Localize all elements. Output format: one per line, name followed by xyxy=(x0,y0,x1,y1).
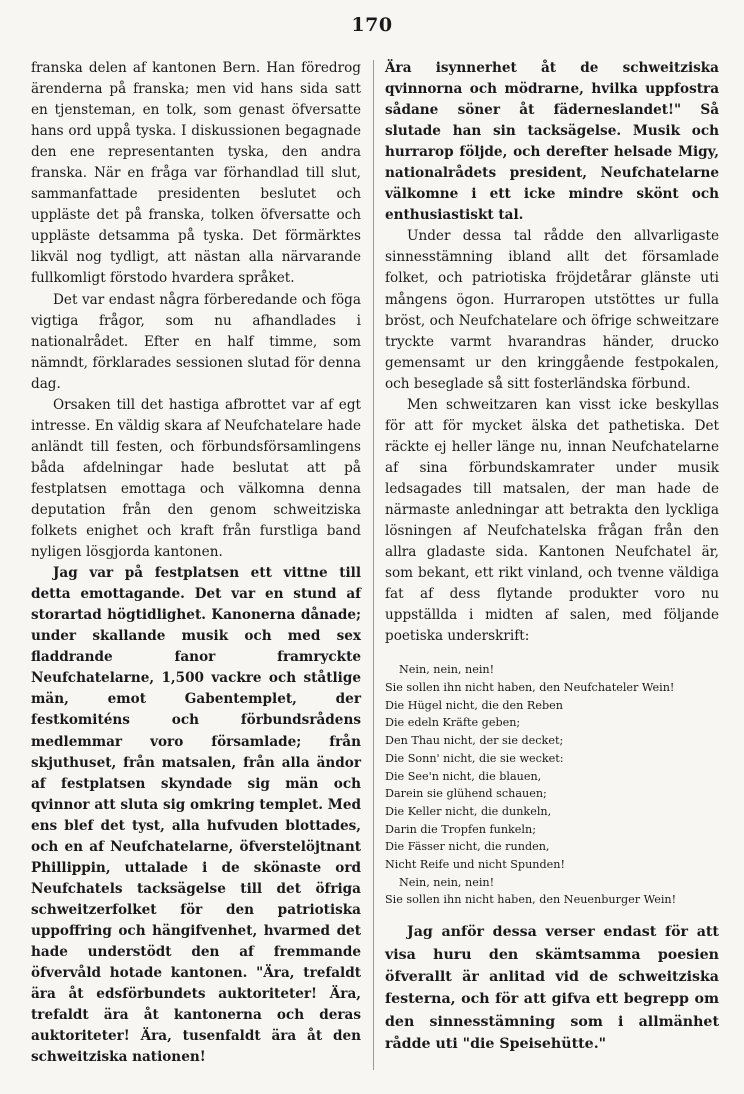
paragraph: Det var endast några förberedande och föga vigtiga frågor, som nu afhandlades i nationalrådet. Efter en half timme, som nämndt, förklarades sessionen slutad för denna dag. xyxy=(31,291,361,392)
poem-line: Darin die Tropfen funkeln; xyxy=(385,822,536,836)
poem-line: Die Sonn' nicht, die sie wecket: xyxy=(385,751,564,765)
paragraph: Ära isynnerhet åt de schweitziska qvinnorna och mödrarne, hvilka uppfostra sådane söner åt fäderneslandet!" Så slutade han sin tacksägelse. Musik och hurrarop följde, och derefter helsade Migy, nationalrådets president, Neufchatelarne välkomne i ett icke mindre skönt och enthusiastiskt tal. xyxy=(385,60,719,224)
poem-line: Die Keller nicht, die dunkeln, xyxy=(385,804,552,818)
poem-line: Die Hügel nicht, die den Reben xyxy=(385,698,563,712)
paragraph: Men schweitzaren kan visst icke beskyllas för att för mycket älska det pathetiska. Det räckte ej heller länge nu, innan Neufchatelarne af sina förbundskamrater under musik ledsagades till matsalen, der man hade de närmaste anledningar att betrakta den lyckliga lösningen af Neufchatelska frågan från den allra gladaste sida. Kantonen Neufchatel är, som bekant, ett rikt vinland, och tvenne väldiga fat af dess flytande produkter voro nu uppställda i midten af salen, med följande poetiska underskrift: xyxy=(385,396,719,645)
column-divider xyxy=(373,60,374,1070)
page-number: 170 xyxy=(351,14,393,36)
paragraph: Orsaken till det hastiga afbrottet var af egt intresse. En väldig skara af Neufchatelare hade anländt till festen, och förbundsförsamlingens båda afdelningar hade beslutat att på festplatsen emottaga och välkomna denna deputation från den genom schweitziska folkets enighet och kraft från furstliga band nyligen lösgjorda kantonen. xyxy=(31,396,361,561)
poem-line: Nein, nein, nein! xyxy=(399,663,495,677)
poem-line: Die edeln Kräfte geben; xyxy=(385,716,521,730)
poem-line: Die See'n nicht, die blauen, xyxy=(385,769,542,783)
paragraph: Jag var på festplatsen ett vittne till detta emottagande. Det var en stund af storartad högtidlighet. Kanonerna dånade; under skallande musik och med sex fladdrande fanor framryckte Neufchatelarne, 1,500 vackre och ståtlige män, emot Gabentemplet, der festkomiténs och förbundsrådens medlemmar voro församlade; från skjuthuset, från matsalen, från alla ändor af festplatsen skyndade sig män och qvinnor att sluta sig omkring templet. Med ens blef det tyst, alla hufvuden blottades, och en af Neufchatelarne, öfverstelöjtnant Phillippin, uttalade i de skönaste ord Neufchatels tacksägelse till det öfriga schweitzerfolket för den patriotiska uppoffring och hängifvenhet, hvarmed det hade understödt den af fremmande öfvervåld hotade kantonen. "Ära, trefaldt ära åt edsförbundets auktoriteter! Ära, trefaldt ära åt kantonerna och deras auktoriteter! Ära, tusenfaldt ära åt den schweitziska nationen! xyxy=(31,565,361,1066)
poem-line: Die Fässer nicht, die runden, xyxy=(385,840,550,854)
left-column xyxy=(31,58,361,1068)
poem-line: Darein sie glühend schauen; xyxy=(385,787,547,801)
poem-line: Sie sollen ihn nicht haben, den Neuenburger Wein! xyxy=(385,893,677,907)
paragraph: Under dessa tal rådde den allvarligaste sinnesstämning ibland allt det församlade folket, och patriotiska fröjdetårar glänste uti mångens ögon. Hurraropen utstöttes ur fulla bröst, och Neufchatelare och öfrige schweitzare tryckte varmt hvarandras händer, drucko gemensamt ur den kringgående festpokalen, och beseglade så sitt fosterländska förbund. xyxy=(385,228,719,392)
closing-paragraph: Jag anför dessa verser endast för att visa huru den skämtsamma poesien öfverallt är anlitad vid de schweitziska festerna, och för att gifva ett begrepp om den sinnesstämning som i allmänhet rådde uti "die Speisehütte." xyxy=(385,924,719,1053)
paragraph: franska delen af kantonen Bern. Han föredrog ärenderna på franska; men vid hans sida satt en tjensteman, en tolk, som genast öfversatte hans ord uppå tyska. I diskussionen begagnade den ene representanten tyska, den andra franska. När en fråga var förhandlad till slut, sammanfattade presidenten beslutet och uppläste det på franska, tolken öfversatte och uppläste detsamma på tyska. Det förmärktes likväl nog tydligt, att nästan alla närvarande fullkomligt förstodo hvardera språket. xyxy=(31,60,361,287)
poem-line: Nicht Reife und nicht Spunden! xyxy=(385,858,565,872)
poem-line: Sie sollen ihn nicht haben, den Neufchateler Wein! xyxy=(385,681,675,695)
poem xyxy=(385,661,719,909)
poem-line: Nein, nein, nein! xyxy=(399,875,495,889)
right-column xyxy=(385,58,719,1056)
poem-line: Den Thau nicht, der sie decket; xyxy=(385,734,564,748)
